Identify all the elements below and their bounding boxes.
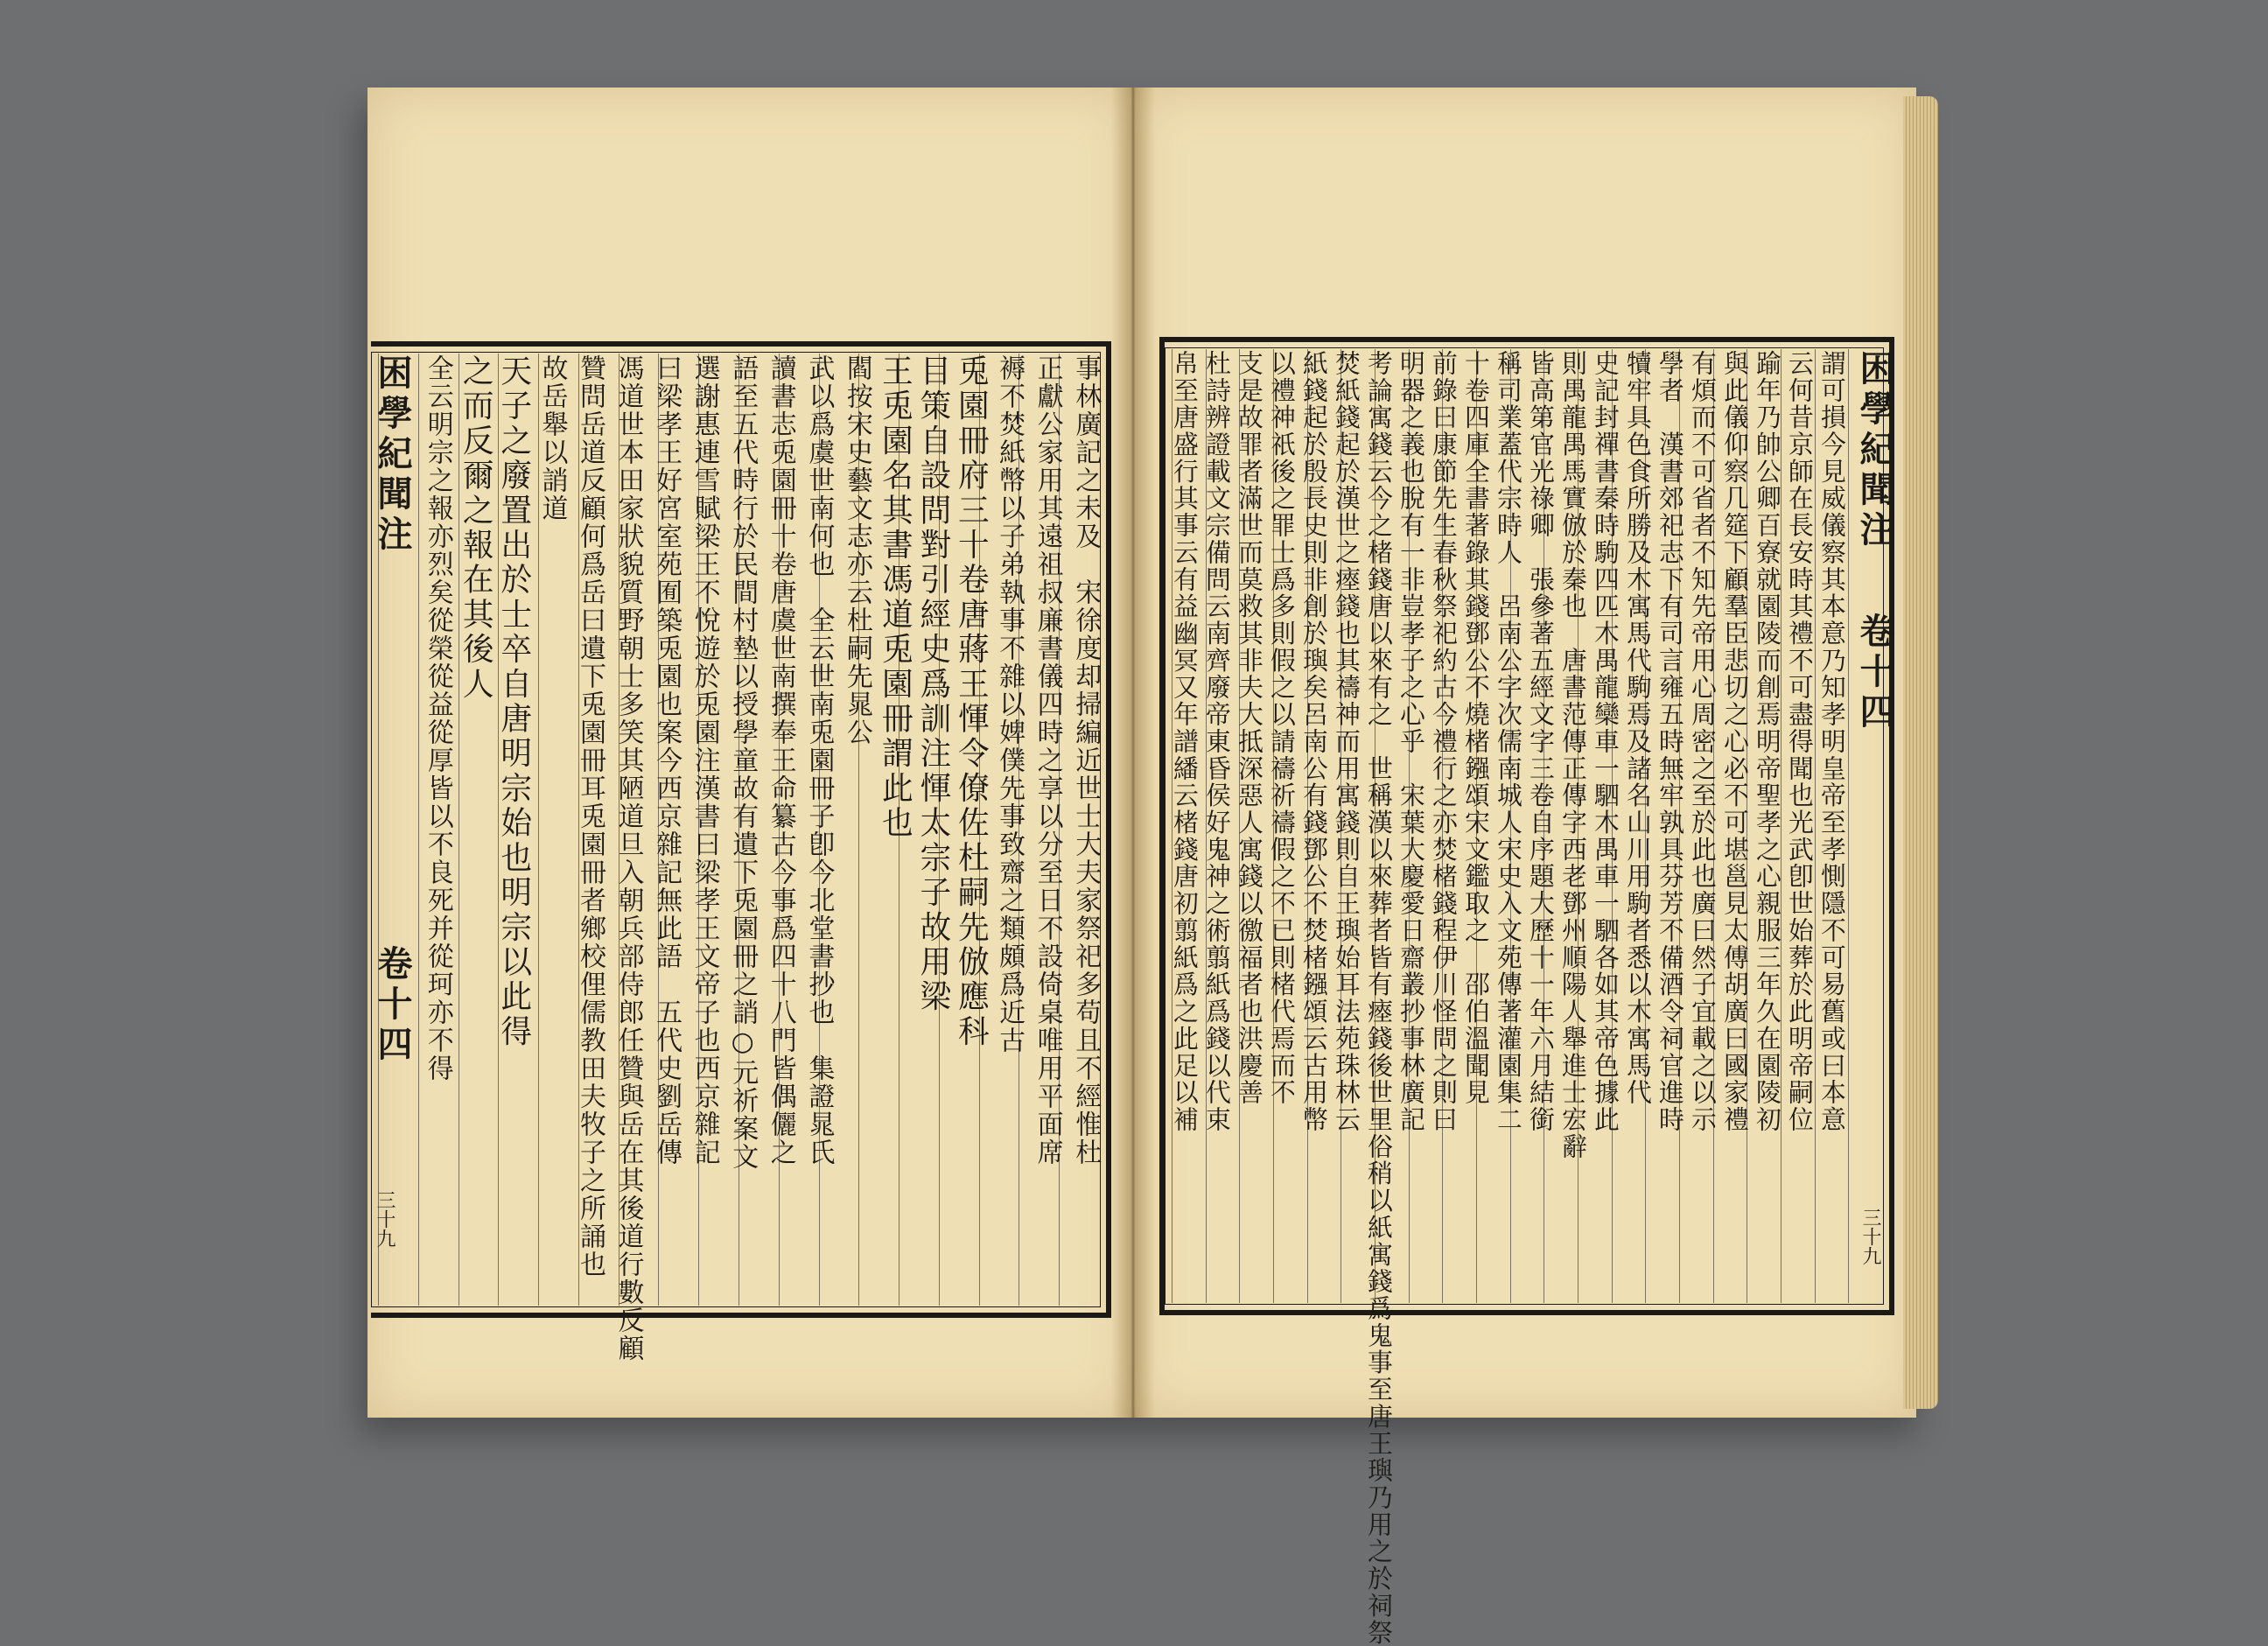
commentary-column: 帛至唐盛行其事云有益幽冥又年譜繙云楮錢唐初翦紙爲之此足以補 [1169,350,1200,1133]
commentary-column: 支是故罪者滿世而莫救其非夫大抵深惡人寓錢以徼福者也洪慶善 [1234,350,1264,1107]
commentary-column: 十卷四庫全書著錄其錢鄧公不燒楮鏹頌宋文鑑取之 邵伯溫聞見 [1460,350,1491,1107]
right-title-strip: 困學紀聞注 [1854,350,1895,551]
commentary-column: 讀書志兎園冊十卷唐虞世南撰奉王命纂古今事爲四十八門皆偶儷之 [765,354,796,1166]
commentary-column: 史記封禪書秦時駒四匹木禺龍欒車一駟木禺車一駟各如其帝色據此 [1590,350,1620,1133]
commentary-column: 故岳舉以誚道 [536,354,568,522]
main-text-column: 之而反爾之報在其後人 [458,354,494,703]
main-text-column: 天子之廢置出於士卒自唐明宗始也明宗以此得 [495,354,532,1050]
commentary-column: 則禺龍禺馬實倣於秦也 唐書范傳正傳字西老鄧州順陽人舉進士宏辭 [1558,350,1588,1160]
book-gutter [1111,88,1155,1418]
commentary-column: 褥不焚紙幣以子弟執事不雜以婢僕先事致齋之類頗爲近古 [994,354,1026,1054]
commentary-column: 前錄曰康節先生春秋祭祀約古今禮行之亦焚楮錢程伊川怪問之則曰 [1428,350,1459,1133]
commentary-column: 曰梁孝王好宮室苑囿築兎園也案今西京雜記無此語 五代史劉岳傳 [651,354,682,1166]
right-juan-label: 卷十四 [1854,613,1895,733]
commentary-column: 踰年乃帥公卿百寮就園陵而創焉明帝聖孝之心親服三年久在園陵初 [1752,350,1782,1133]
page-edges [1903,96,1938,1409]
left-folio: 三十九 [374,1190,396,1248]
commentary-column: 云何昔京師在長安時其禮不可盡得聞也光武卽世始葬於此明帝嗣位 [1784,350,1815,1133]
commentary-column: 明器之義也脫有一非豈孝子之心乎 宋葉大慶愛日齋叢抄事林廣記 [1396,350,1426,1133]
commentary-column: 武以爲虞世南何也 全云世南兎園冊子卽今北堂書抄也 集證晁氏 [803,354,835,1166]
left-title-strip: 困學紀聞注 [372,354,413,556]
commentary-column: 語至五代時行於民間村墊以授學童故有遺下兎園冊之誚○元祈案文 [727,354,759,1171]
commentary-column: 學者 漢書郊祀志下有司言雍五時無牢孰具芬芳不備酒令祠官進時 [1655,350,1685,1133]
commentary-column: 與此儀仰察几筵下顧羣臣悲切之心必不可堪邕見太傅胡廣曰國家禮 [1719,350,1750,1133]
commentary-column: 馮道世本田家狀貌質野朝士多笑其陋道旦入朝兵部侍郎任贊與岳在其後道行數反顧 [612,354,644,1362]
commentary-column: 選謝惠連雪賦梁王不悅遊於兎園注漢書曰梁孝王文帝子也西京雜記 [689,354,720,1166]
main-text-column: 目策自設問對引經史爲訓注惲太宗子故用梁 [914,354,951,1015]
commentary-column: 全云明宗之報亦烈矣從榮從益從厚皆以不良死并從珂亦不得 [422,354,453,1082]
commentary-column: 有煩而不可省者不知先帝用心周密之至於此也廣曰然子宜載之以示 [1687,350,1718,1133]
commentary-column: 以禮神祇後之罪士爲多則假之以請禱祈禱假之不已則楮代焉而不 [1266,350,1297,1107]
commentary-column: 皆高第官光祿卿 張參著五經文字三卷自序題大歷十一年六月結銜 [1525,350,1556,1133]
commentary-column: 謂可損今見威儀察其本意乃知孝明皇帝至孝惻隱不可易舊或曰本意 [1816,350,1847,1133]
commentary-column: 考論寓錢云今之楮錢唐以來有之 世稱漢以來葬者皆有瘞錢後世里俗稍以紙寓錢爲鬼事至唐王璵乃用之於祠祭 [1363,350,1394,1646]
commentary-column: 贊問岳道反顧何爲岳曰遺下兎園冊耳兎園冊者鄉校俚儒教田夫牧子之所誦也 [575,354,606,1278]
commentary-column: 杜詩辨證載文宗備問云南齊廢帝東昏侯好鬼神之術翦紙爲錢以代束 [1201,350,1232,1133]
main-text-column: 王兎園名其書馮道兎園冊謂此也 [877,354,914,841]
main-text-column: 兎園冊府三十卷唐蔣王惲令僚佐杜嗣先倣應科 [953,354,990,1050]
commentary-column: 焚紙錢起於漢世之瘞錢也其禱神而用寓錢則自王璵始耳法苑珠林云 [1331,350,1362,1133]
commentary-column: 犢牢具色食所勝及木寓馬代駒焉及諸名山川用駒者悉以木寓馬代 [1622,350,1653,1107]
commentary-column: 閻按宋史藝文志亦云杜嗣先晁公 [841,354,872,746]
left-juan-label: 卷十四 [372,945,413,1066]
commentary-column: 稱司業蓋代宗時人 呂南公字次儒南城人宋史入文苑傳著灌園集二 [1493,350,1523,1133]
commentary-column: 事林廣記之未及 宋徐度却掃編近世士大夫家祭祀多苟且不經惟杜 [1070,354,1102,1166]
commentary-column: 正獻公家用其遠祖叔廉書儀四時之享以分至日不設倚桌唯用平面席 [1032,354,1063,1166]
commentary-column: 紙錢起於殷長史則非創於璵矣呂南公有錢鄧公不焚楮鏹頌云古用幣 [1298,350,1329,1133]
right-folio: 三十九 [1859,1208,1881,1265]
